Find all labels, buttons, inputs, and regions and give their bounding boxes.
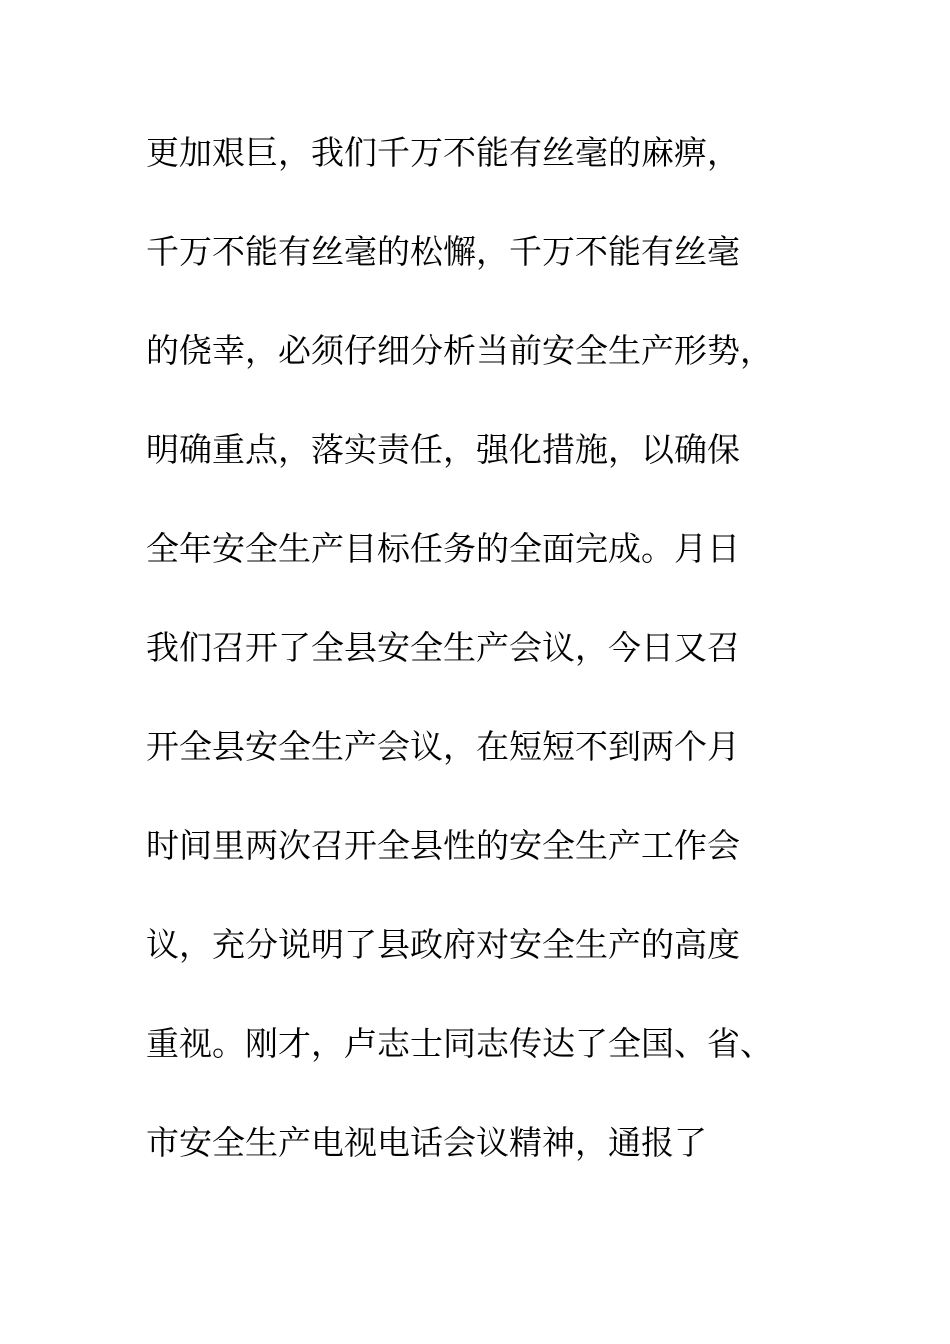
text-line: 开全县安全生产会议，在短短不到两个月 [146,727,740,766]
text-line: 的侥幸，必须仔细分析当前安全生产形势， [146,331,773,370]
text-line: 市安全生产电视电话会议精神，通报了 [146,1123,707,1162]
body-text [146,128,806,1217]
text-line: 明确重点，落实责任，强化措施，以确保 [146,430,740,469]
text-line: 议，充分说明了县政府对安全生产的高度 [146,925,740,964]
text-line: 全年安全生产目标任务的全面完成。月日 [146,529,740,568]
text-line: 更加艰巨，我们千万不能有丝毫的麻痹， [146,133,740,172]
text-line: 时间里两次召开全县性的安全生产工作会 [146,826,740,865]
text-line: 千万不能有丝毫的松懈，千万不能有丝毫 [146,232,740,271]
text-line: 重视。刚才，卢志士同志传达了全国、省、 [146,1024,773,1063]
text-line: 我们召开了全县安全生产会议，今日又召 [146,628,740,667]
